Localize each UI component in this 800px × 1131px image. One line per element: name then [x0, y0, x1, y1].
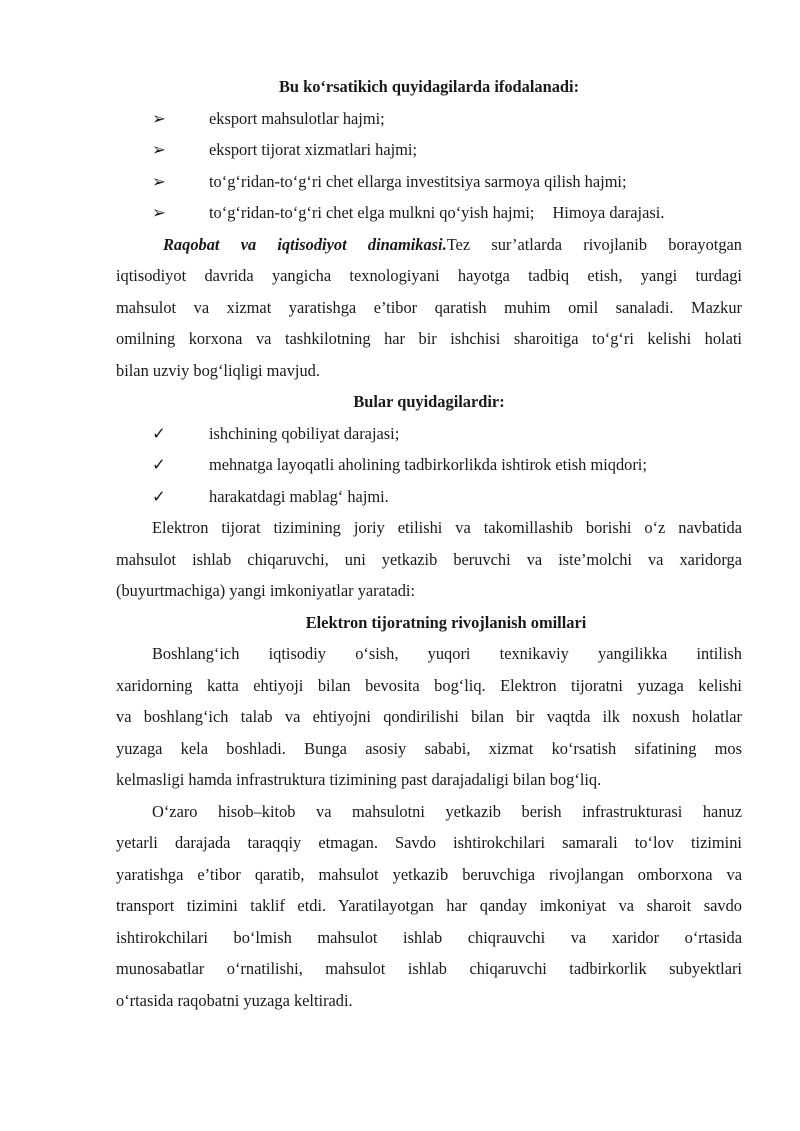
- paragraph-electronic-commerce: Elektron tijorat tizimining joriy etilishi va takomillashib borishi o‘z navbatida mahsulot ishlab chiqaruvchi, uni yetkazib beruvchi va iste’molchi va xaridorga (buyurtmachiga) yangi imkoniyatlar yaratadi:: [116, 518, 742, 600]
- paragraph-infrastructure: O‘zaro hisob–kitob va mahsulotni yetkazib berish infrastrukturasi hanuz yetarli darajada taraqqiy etmagan. Savdo ishtirokchilari samarali to‘lov tizimini yaratishga e’tibor qaratib, mahsulot yetkazib beruvchiga rivojlangan omborxona va transport tizimini taklif etdi. Yaratilayotgan har qanday imkoniyat va sharoit savdo ishtirokchilari bo‘lmish mahsulot ishlab chiqrauvchi va xaridor o‘rtasida munosabatlar o‘rnatilishi, mahsulot ishlab chiqaruvchi tadbirkorlik subyektlari o‘rtasida raqobatni yuzaga keltiradi.: [116, 801, 742, 1010]
- arrow-bullet-icon: ➢: [152, 171, 166, 191]
- list-item: ➢ to‘g‘ridan-to‘g‘ri chet elga mulkni qo‘yish hajmi; Himoya darajasi.: [116, 197, 742, 229]
- arrow-bullet-icon: ➢: [152, 140, 166, 159]
- paragraph-initial-growth: Boshlang‘ich iqtisodiy o‘sish, yuqori texnikaviy yangilikka intilish xaridorning katta ehtiyoji bilan bevosita bog‘liq. Elektron tijoratni yuzaga kelishi va boshlang‘ich talab va ehtiyojni qondirilishi bilan bir vaqtda ilk noxush holatlar yuzaga kela boshladi. Bunga asosiy sababi, xizmat ko‘rsatish sifatining mos kelmasligi hamda infrastruktura tizimining past darajadaligi bilan bog‘liq.: [116, 644, 742, 789]
- paragraph-lead: Raqobat va iqtisodiyot dinamikasi.: [163, 234, 447, 254]
- list-item: ✓ ishchining qobiliyat darajasi;: [116, 418, 742, 450]
- list-item: ➢ eksport tijorat xizmatlari hajmi;: [116, 134, 742, 166]
- arrow-bullet-icon: ➢: [152, 108, 166, 128]
- list-item: ✓ mehnatga layoqatli aholining tadbirkorlikda ishtirok etish miqdori;: [116, 449, 742, 481]
- list-item: ➢ to‘g‘ridan-to‘g‘ri chet ellarga investitsiya sarmoya qilish hajmi;: [116, 166, 742, 198]
- document-page: [116, 71, 742, 1016]
- paragraph-competition: Raqobat va iqtisodiyot dinamikasi.Tez sur’atlarda rivojlanib borayotgan iqtisodiyot davrida yangicha texnologiyani hayotga tadbiq etish, yangi turdagi mahsulot va xizmat yaratishga e’tibor qaratish muhim omil sanaladi. Mazkur omilning korxona va tashkilotning har bir ishchisi sharoitiga to‘g‘ri kelishi holati bilan uzviy bog‘liqligi mavjud.: [116, 234, 742, 380]
- checkmark-bullet-icon: ✓: [152, 423, 166, 443]
- list-item: ✓ harakatdagi mablag‘ hajmi.: [116, 481, 742, 513]
- checkmark-bullet-icon: ✓: [152, 486, 166, 506]
- arrow-bullet-icon: ➢: [152, 203, 166, 222]
- heading-indicators: Bu ko‘rsatikich quyidagilarda ifodalanadi:: [278, 77, 580, 96]
- heading-development-factors: Elektron tijoratning rivojlanish omillari: [305, 612, 587, 632]
- heading-these-are: Bular quyidagilardir:: [353, 392, 505, 411]
- checkmark-bullet-icon: ✓: [152, 455, 166, 474]
- list-item: ➢ eksport mahsulotlar hajmi;: [116, 103, 742, 135]
- protection-level-text: Himoya darajasi.: [552, 203, 665, 222]
